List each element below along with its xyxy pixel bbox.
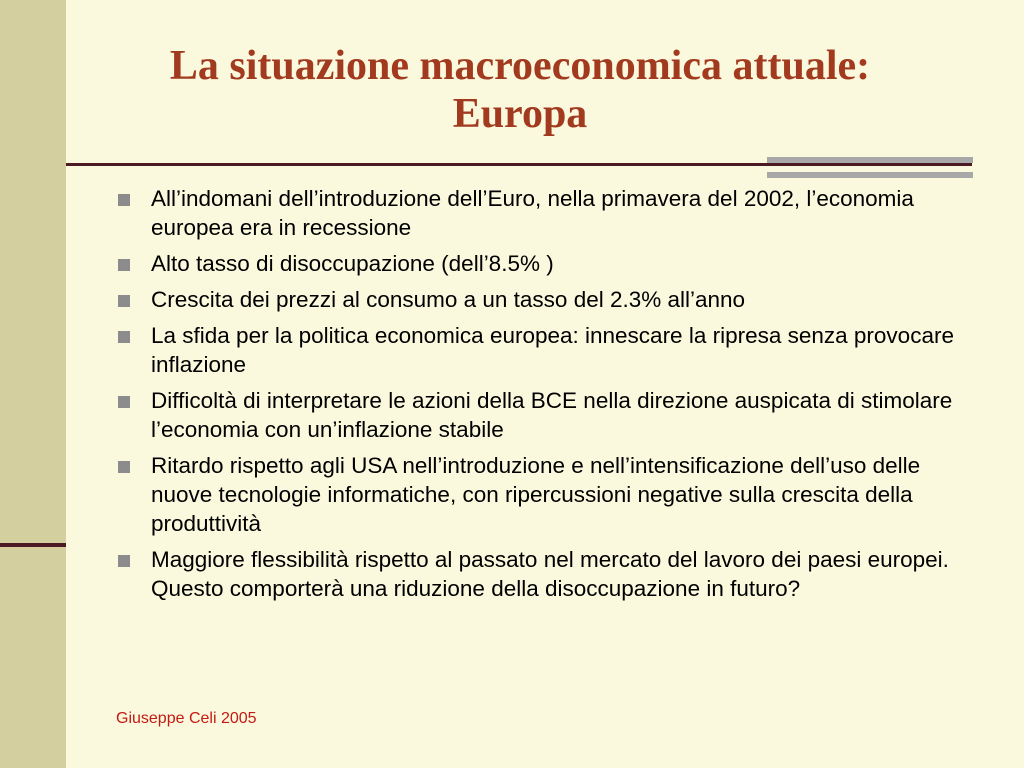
bullet-text: La sfida per la politica economica europea: innescare la ripresa senza provocare inflazione: [151, 323, 954, 377]
bullet-text: All’indomani dell’introduzione dell’Euro, nella primavera del 2002, l’economia europea era in recessione: [151, 186, 914, 240]
footer-author: Giuseppe Celi 2005: [116, 710, 257, 727]
square-bullet-icon: [118, 396, 130, 408]
bullet-item: [118, 321, 968, 379]
side-band-rule: [0, 543, 66, 547]
bullet-text: Difficoltà di interpretare le azioni della BCE nella direzione auspicata di stimolare l’economia con un’inflazione stabile: [151, 388, 953, 442]
title-divider: [66, 163, 972, 166]
bullet-text: Crescita dei prezzi al consumo a un tasso del 2.3% all’anno: [151, 287, 746, 312]
bullet-text: Maggiore flessibilità rispetto al passato nel mercato del lavoro dei paesi europei. Questo comporterà una riduzione della disoccupazione in futuro?: [151, 547, 949, 601]
bullet-text: Alto tasso di disoccupazione (dell’8.5% ): [151, 251, 554, 276]
bullet-text: Ritardo rispetto agli USA nell’introduzione e nell’intensificazione dell’uso delle nuove tecnologie informatiche, con ripercussioni negative sulla crescita della produttività: [151, 453, 921, 536]
square-bullet-icon: [118, 461, 130, 473]
slide-title-line-1: La situazione macroeconomica attuale:: [169, 43, 871, 89]
bullet-item: [118, 545, 968, 603]
square-bullet-icon: [118, 555, 130, 567]
square-bullet-icon: [118, 295, 130, 307]
bullet-item: [118, 249, 968, 278]
slide-title: [80, 42, 960, 138]
side-band-decoration: [0, 0, 66, 768]
divider-accent-bar-top: [767, 157, 973, 163]
square-bullet-icon: [118, 331, 130, 343]
bullet-item: [118, 386, 968, 444]
slide-title-line-2: Europa: [452, 91, 588, 137]
bullet-item: [118, 451, 968, 538]
square-bullet-icon: [118, 194, 130, 206]
bullet-item: [118, 285, 968, 314]
square-bullet-icon: [118, 259, 130, 271]
bullet-item: [118, 184, 968, 242]
bullet-list: [118, 184, 968, 610]
divider-accent-bar-bottom: [767, 172, 973, 178]
